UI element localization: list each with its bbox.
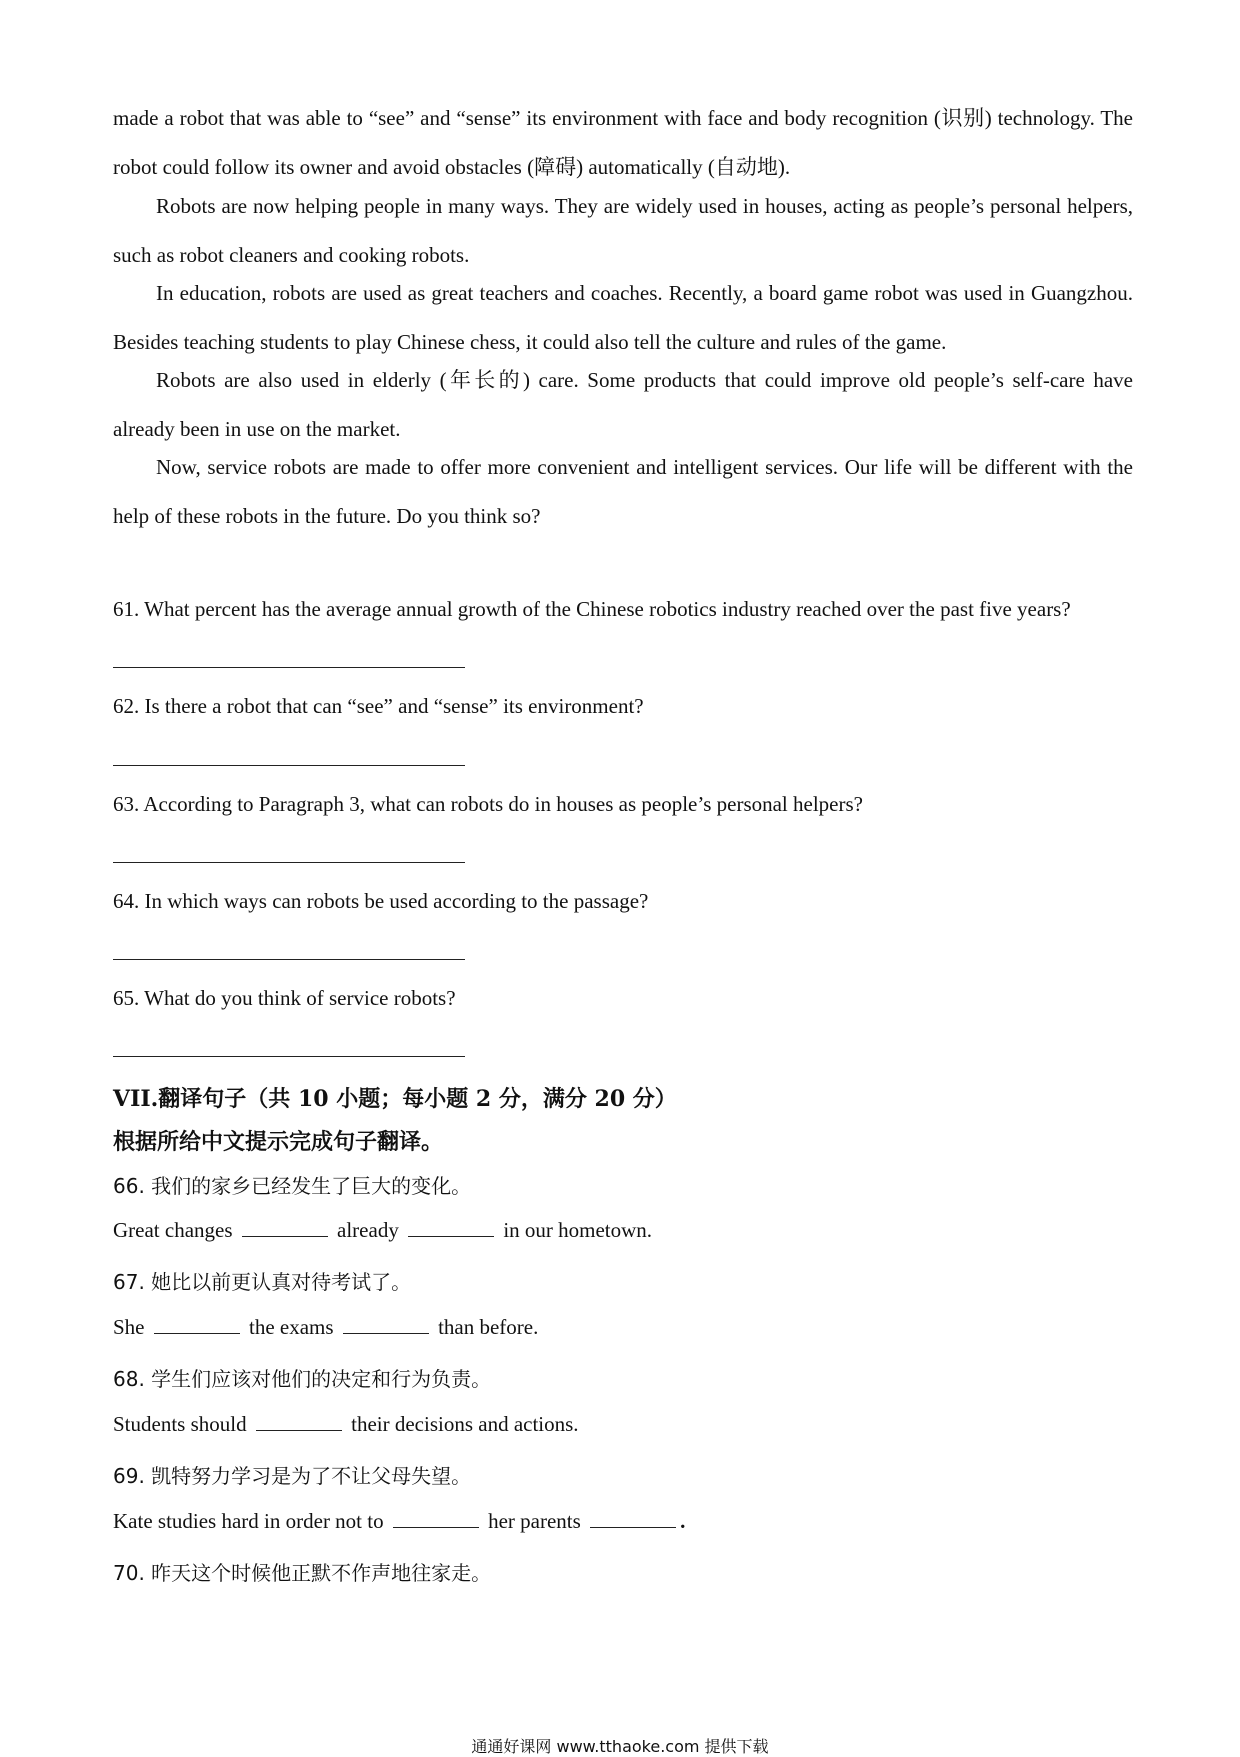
passage-paragraph-4: Robots are also used in elderly (年长的) care. Some products that could improve old people’s self-care have already been in use on the market. xyxy=(113,368,1133,441)
answer-line-65[interactable] xyxy=(113,1056,465,1057)
section-instruction: 根据所给中文提示完成句子翻译。 xyxy=(113,1129,444,1155)
sentence-fragment: their decisions and actions. xyxy=(351,1412,579,1436)
translation-67-english xyxy=(113,1315,538,1340)
question-63: 63. According to Paragraph 3, what can robots do in houses as people’s personal helpers? xyxy=(113,792,863,816)
question-64: 64. In which ways can robots be used according to the passage? xyxy=(113,889,649,913)
passage-paragraph-2: Robots are now helping people in many ways. They are widely used in houses, acting as people’s personal helpers, such as robot cleaners and cooking robots. xyxy=(113,194,1133,267)
answer-blank[interactable] xyxy=(256,1412,342,1431)
passage-paragraph-1: made a robot that was able to “see” and “sense” its environment with face and body recognition (识别) technology. The robot could follow its owner and avoid obstacles (障碍) automatically (自动地). xyxy=(113,106,1133,179)
question-61: 61. What percent has the average annual growth of the Chinese robotics industry reached over the past five years? xyxy=(113,597,1071,621)
answer-blank[interactable] xyxy=(393,1509,479,1528)
sentence-fragment: Great changes xyxy=(113,1218,233,1242)
sentence-fragment: the exams xyxy=(249,1315,334,1339)
sentence-fragment: her parents xyxy=(488,1509,581,1533)
question-62: 62. Is there a robot that can “see” and “sense” its environment? xyxy=(113,694,644,718)
translation-67-chinese: 67. 她比以前更认真对待考试了。 xyxy=(113,1270,412,1294)
answer-blank[interactable] xyxy=(408,1218,494,1237)
question-65: 65. What do you think of service robots? xyxy=(113,986,456,1010)
translation-66-english xyxy=(113,1218,652,1243)
sentence-fragment: than before. xyxy=(438,1315,539,1339)
answer-line-62[interactable] xyxy=(113,765,465,766)
section-title: VII.翻译句子（共 10 小题；每小题 2 分，满分 20 分） xyxy=(113,1086,677,1112)
sentence-fragment: in our hometown. xyxy=(503,1218,653,1242)
sentence-fragment: already xyxy=(337,1218,399,1242)
passage-paragraph-3: In education, robots are used as great teachers and coaches. Recently, a board game robot was used in Guangzhou. Besides teaching students to play Chinese chess, it could also tell the culture and rules of the game. xyxy=(113,281,1133,354)
passage-paragraph-5: Now, service robots are made to offer more convenient and intelligent services. Our life will be different with the help of these robots in the future. Do you think so? xyxy=(113,455,1133,528)
translation-66-chinese: 66. 我们的家乡已经发生了巨大的变化。 xyxy=(113,1174,472,1198)
translation-68-chinese: 68. 学生们应该对他们的决定和行为负责。 xyxy=(113,1367,492,1391)
answer-line-64[interactable] xyxy=(113,959,465,960)
page-footer: 通通好课网 www.tthaoke.com 提供下载 xyxy=(471,1737,769,1756)
answer-blank[interactable] xyxy=(242,1218,328,1237)
sentence-fragment: . xyxy=(680,1509,686,1533)
answer-blank[interactable] xyxy=(154,1315,240,1334)
answer-blank[interactable] xyxy=(343,1315,429,1334)
answer-line-61[interactable] xyxy=(113,667,465,668)
translation-69-chinese: 69. 凯特努力学习是为了不让父母失望。 xyxy=(113,1464,472,1488)
answer-blank[interactable] xyxy=(590,1509,676,1528)
answer-line-63[interactable] xyxy=(113,862,465,863)
sentence-fragment: Kate studies hard in order not to xyxy=(113,1509,384,1533)
translation-69-english xyxy=(113,1509,685,1534)
sentence-fragment: Students should xyxy=(113,1412,247,1436)
translation-68-english xyxy=(113,1412,579,1437)
translation-70-chinese: 70. 昨天这个时候他正默不作声地往家走。 xyxy=(113,1561,492,1585)
sentence-fragment: She xyxy=(113,1315,145,1339)
